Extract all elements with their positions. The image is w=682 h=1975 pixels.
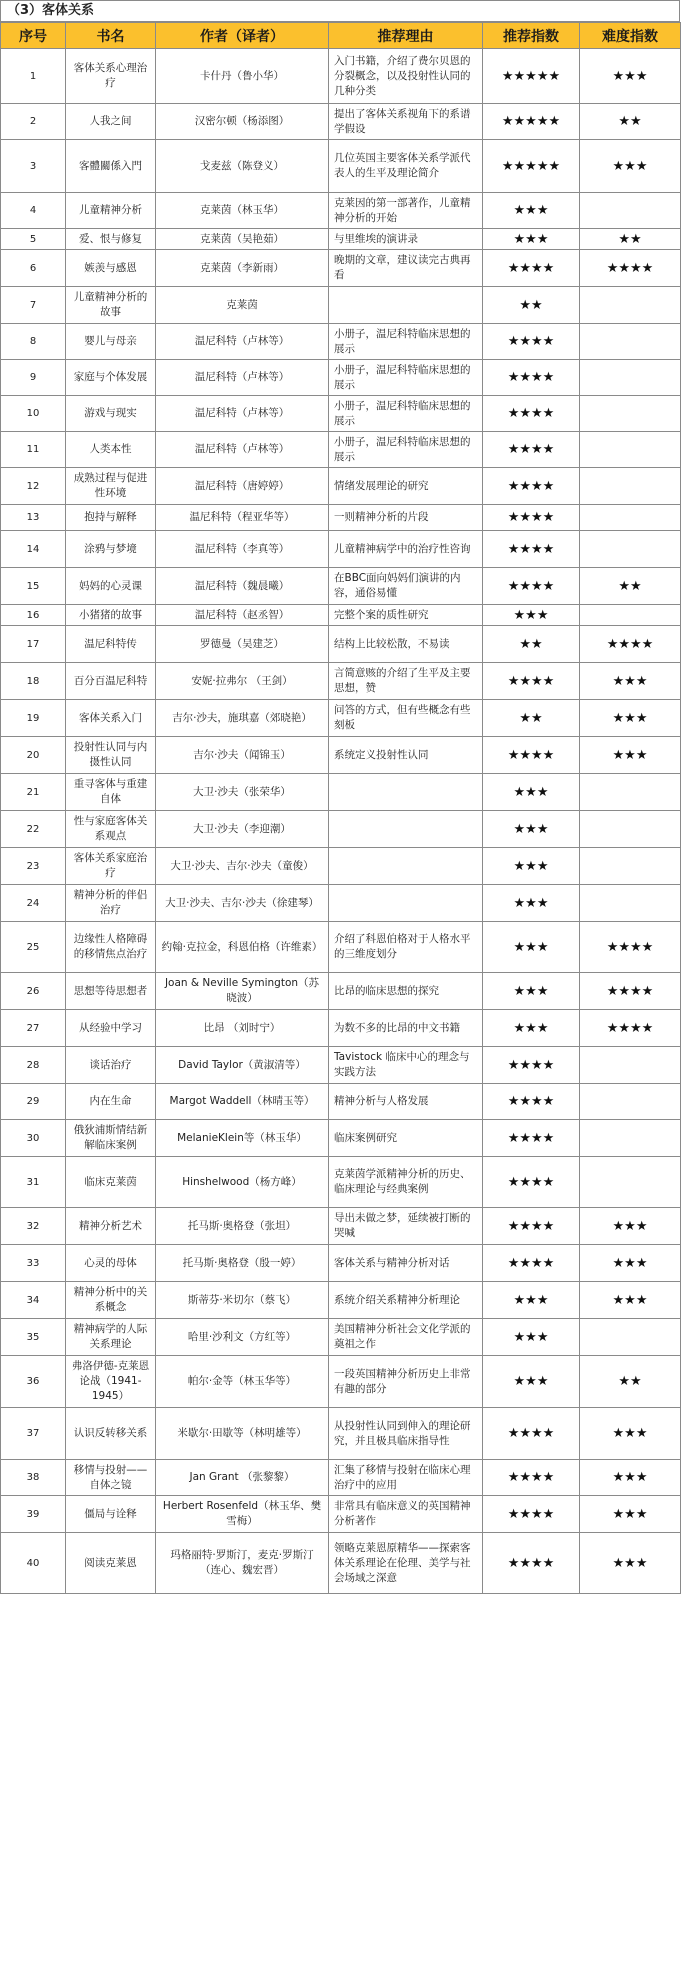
- cell-difficulty: [580, 1157, 681, 1208]
- cell-book: 阅读克莱恩: [66, 1533, 156, 1594]
- cell-book: 儿童精神分析: [66, 193, 156, 229]
- cell-index: 26: [1, 973, 66, 1010]
- cell-reason: 临床案例研究: [329, 1120, 483, 1157]
- table-row: [1, 663, 681, 700]
- table-row: [1, 104, 681, 140]
- cell-reason: [329, 885, 483, 922]
- cell-recommend: ★★★★: [483, 250, 580, 287]
- cell-author: 托马斯·奥格登（张坦）: [156, 1208, 329, 1245]
- cell-book: 从经验中学习: [66, 1010, 156, 1047]
- cell-difficulty: [580, 193, 681, 229]
- cell-recommend: ★★★★: [483, 1120, 580, 1157]
- table-row: [1, 432, 681, 468]
- cell-difficulty: ★★★: [580, 1282, 681, 1319]
- table-row: [1, 605, 681, 626]
- cell-book: 认识反转移关系: [66, 1408, 156, 1460]
- cell-reason: 导出未做之梦，延续被打断的哭喊: [329, 1208, 483, 1245]
- cell-author: 温尼科特（赵丞智）: [156, 605, 329, 626]
- cell-difficulty: [580, 1084, 681, 1120]
- cell-index: 2: [1, 104, 66, 140]
- cell-author: 玛格丽特·罗斯汀，麦克·罗斯汀（连心、魏宏晋）: [156, 1533, 329, 1594]
- cell-author: 大卫·沙夫（李迎潮）: [156, 811, 329, 848]
- cell-difficulty: [580, 287, 681, 324]
- table-row: [1, 140, 681, 193]
- table-row: [1, 531, 681, 568]
- cell-index: 36: [1, 1356, 66, 1408]
- cell-reason: 情绪发展理论的研究: [329, 468, 483, 505]
- cell-reason: 小册子，温尼科特临床思想的展示: [329, 360, 483, 396]
- table-row: [1, 505, 681, 531]
- table-row: [1, 1157, 681, 1208]
- cell-index: 15: [1, 568, 66, 605]
- cell-author: 吉尔·沙夫，施琪嘉（郊晓艳）: [156, 700, 329, 737]
- table-row: [1, 396, 681, 432]
- cell-recommend: ★★★: [483, 605, 580, 626]
- cell-reason: 一则精神分析的片段: [329, 505, 483, 531]
- cell-recommend: ★★★: [483, 229, 580, 250]
- cell-book: 嫉羡与感恩: [66, 250, 156, 287]
- cell-book: 精神分析艺术: [66, 1208, 156, 1245]
- cell-recommend: ★★★: [483, 922, 580, 973]
- cell-recommend: ★★★: [483, 848, 580, 885]
- cell-book: 移情与投射——自体之镜: [66, 1460, 156, 1496]
- cell-reason: 一段英国精神分析历史上非常有趣的部分: [329, 1356, 483, 1408]
- book-table: [0, 22, 681, 1594]
- table-row: [1, 1120, 681, 1157]
- cell-index: 17: [1, 626, 66, 663]
- cell-book: 小猪猪的故事: [66, 605, 156, 626]
- cell-author: 卡什丹（鲁小华）: [156, 49, 329, 104]
- cell-index: 32: [1, 1208, 66, 1245]
- table-row: [1, 287, 681, 324]
- cell-index: 19: [1, 700, 66, 737]
- cell-book: 人类本性: [66, 432, 156, 468]
- cell-book: 俄狄浦斯情结新解临床案例: [66, 1120, 156, 1157]
- cell-recommend: ★★★: [483, 1319, 580, 1356]
- table-row: [1, 922, 681, 973]
- cell-index: 22: [1, 811, 66, 848]
- header-difficulty: 难度指数: [580, 23, 681, 49]
- cell-reason: 系统定义投射性认同: [329, 737, 483, 774]
- cell-index: 14: [1, 531, 66, 568]
- cell-index: 37: [1, 1408, 66, 1460]
- cell-book: 性与家庭客体关系观点: [66, 811, 156, 848]
- cell-index: 21: [1, 774, 66, 811]
- cell-author: Herbert Rosenfeld（林玉华、樊雪梅）: [156, 1496, 329, 1533]
- cell-book: 客体关系家庭治疗: [66, 848, 156, 885]
- table-row: [1, 229, 681, 250]
- cell-author: 克莱茵（林玉华）: [156, 193, 329, 229]
- cell-author: David Taylor（黄淑清等）: [156, 1047, 329, 1084]
- cell-difficulty: ★★★: [580, 1408, 681, 1460]
- cell-reason: 非常具有临床意义的英国精神分析著作: [329, 1496, 483, 1533]
- cell-difficulty: ★★★: [580, 737, 681, 774]
- cell-reason: 从投射性认同到伸入的理论研究，并且极具临床指导性: [329, 1408, 483, 1460]
- cell-book: 涂鸦与梦境: [66, 531, 156, 568]
- cell-book: 精神病学的人际关系理论: [66, 1319, 156, 1356]
- table-body: [1, 49, 681, 1594]
- cell-index: 16: [1, 605, 66, 626]
- cell-book: 谈话治疗: [66, 1047, 156, 1084]
- cell-author: 大卫·沙夫（张荣华）: [156, 774, 329, 811]
- cell-reason: 汇集了移情与投射在临床心理治疗中的应用: [329, 1460, 483, 1496]
- table-row: [1, 626, 681, 663]
- cell-book: 温尼科特传: [66, 626, 156, 663]
- cell-book: 临床克莱茵: [66, 1157, 156, 1208]
- cell-recommend: ★★★: [483, 973, 580, 1010]
- cell-index: 1: [1, 49, 66, 104]
- cell-index: 12: [1, 468, 66, 505]
- cell-author: 安妮·拉弗尔 （王剑）: [156, 663, 329, 700]
- table-row: [1, 1208, 681, 1245]
- table-row: [1, 193, 681, 229]
- cell-author: 温尼科特（卢林等）: [156, 360, 329, 396]
- cell-author: Joan & Neville Symington（苏晓波）: [156, 973, 329, 1010]
- table-row: [1, 774, 681, 811]
- cell-recommend: ★★★★: [483, 432, 580, 468]
- cell-recommend: ★★★★: [483, 1496, 580, 1533]
- cell-book: 投射性认同与内摄性认同: [66, 737, 156, 774]
- cell-recommend: ★★★★: [483, 1157, 580, 1208]
- cell-index: 40: [1, 1533, 66, 1594]
- table-row: [1, 1084, 681, 1120]
- cell-author: 温尼科特（程亚华等）: [156, 505, 329, 531]
- cell-recommend: ★★★: [483, 885, 580, 922]
- cell-reason: 在BBC面向妈妈们演讲的内容，通俗易懂: [329, 568, 483, 605]
- cell-difficulty: [580, 1047, 681, 1084]
- cell-reason: 领略克莱恩原精华——探索客体关系理论在伦理、美学与社会场域之深意: [329, 1533, 483, 1594]
- cell-index: 29: [1, 1084, 66, 1120]
- cell-author: Jan Grant （张黎黎）: [156, 1460, 329, 1496]
- cell-difficulty: ★★: [580, 1356, 681, 1408]
- cell-reason: 几位英国主要客体关系学派代表人的生平及理论简介: [329, 140, 483, 193]
- cell-reason: [329, 811, 483, 848]
- cell-book: 精神分析的伴侣治疗: [66, 885, 156, 922]
- cell-book: 婴儿与母亲: [66, 324, 156, 360]
- cell-book: 思想等待思想者: [66, 973, 156, 1010]
- cell-author: 罗德曼（吴建芝）: [156, 626, 329, 663]
- cell-author: 克莱茵（吴艳茹）: [156, 229, 329, 250]
- cell-reason: 客体关系与精神分析对话: [329, 1245, 483, 1282]
- cell-recommend: ★★★★: [483, 1533, 580, 1594]
- cell-reason: 提出了客体关系视角下的系谱学假设: [329, 104, 483, 140]
- cell-difficulty: ★★★: [580, 700, 681, 737]
- cell-difficulty: ★★★: [580, 1496, 681, 1533]
- table-row: [1, 700, 681, 737]
- cell-difficulty: ★★★: [580, 663, 681, 700]
- table-row: [1, 811, 681, 848]
- table-row: [1, 468, 681, 505]
- cell-reason: [329, 848, 483, 885]
- cell-book: 爱、恨与修复: [66, 229, 156, 250]
- cell-index: 11: [1, 432, 66, 468]
- cell-author: 米歇尔·田歇等（林明雄等）: [156, 1408, 329, 1460]
- cell-index: 3: [1, 140, 66, 193]
- cell-difficulty: [580, 432, 681, 468]
- cell-recommend: ★★: [483, 626, 580, 663]
- cell-book: 家庭与个体发展: [66, 360, 156, 396]
- cell-book: 游戏与现实: [66, 396, 156, 432]
- cell-book: 内在生命: [66, 1084, 156, 1120]
- cell-index: 25: [1, 922, 66, 973]
- cell-recommend: ★★★★: [483, 663, 580, 700]
- cell-index: 38: [1, 1460, 66, 1496]
- cell-recommend: ★★★: [483, 193, 580, 229]
- table-row: [1, 1245, 681, 1282]
- cell-author: 汉密尔顿（杨添图）: [156, 104, 329, 140]
- cell-reason: 晚期的文章，建议读完古典再看: [329, 250, 483, 287]
- cell-author: 温尼科特（卢林等）: [156, 432, 329, 468]
- cell-author: 克莱茵: [156, 287, 329, 324]
- cell-reason: 言简意赅的介绍了生平及主要思想，赞: [329, 663, 483, 700]
- cell-index: 10: [1, 396, 66, 432]
- cell-difficulty: [580, 885, 681, 922]
- cell-difficulty: [580, 848, 681, 885]
- cell-recommend: ★★★★: [483, 360, 580, 396]
- cell-reason: 美国精神分析社会文化学派的奠祖之作: [329, 1319, 483, 1356]
- cell-difficulty: ★★: [580, 229, 681, 250]
- cell-difficulty: [580, 811, 681, 848]
- cell-recommend: ★★: [483, 287, 580, 324]
- cell-book: 精神分析中的关系概念: [66, 1282, 156, 1319]
- cell-reason: 问答的方式，但有些概念有些刻板: [329, 700, 483, 737]
- cell-difficulty: ★★: [580, 568, 681, 605]
- cell-difficulty: [580, 324, 681, 360]
- cell-recommend: ★★: [483, 700, 580, 737]
- cell-index: 4: [1, 193, 66, 229]
- cell-book: 抱持与解释: [66, 505, 156, 531]
- table-header-row: [1, 23, 681, 49]
- cell-author: 温尼科特（魏晨曦）: [156, 568, 329, 605]
- cell-recommend: ★★★★★: [483, 49, 580, 104]
- table-row: [1, 973, 681, 1010]
- table-row: [1, 737, 681, 774]
- cell-author: 温尼科特（卢林等）: [156, 324, 329, 360]
- cell-index: 30: [1, 1120, 66, 1157]
- header-author: 作者（译者）: [156, 23, 329, 49]
- cell-book: 心灵的母体: [66, 1245, 156, 1282]
- cell-recommend: ★★★★: [483, 737, 580, 774]
- cell-book: 客体关系入门: [66, 700, 156, 737]
- cell-index: 6: [1, 250, 66, 287]
- cell-recommend: ★★★★: [483, 531, 580, 568]
- cell-index: 39: [1, 1496, 66, 1533]
- cell-author: 大卫·沙夫、吉尔·沙夫（徐建琴）: [156, 885, 329, 922]
- cell-book: 客体关系心理治疗: [66, 49, 156, 104]
- cell-difficulty: ★★★: [580, 1460, 681, 1496]
- cell-book: 人我之间: [66, 104, 156, 140]
- cell-author: 哈里·沙利文（方红等）: [156, 1319, 329, 1356]
- cell-recommend: ★★★★: [483, 1208, 580, 1245]
- cell-reason: 小册子，温尼科特临床思想的展示: [329, 432, 483, 468]
- cell-reason: 为数不多的比昂的中文书籍: [329, 1010, 483, 1047]
- cell-difficulty: [580, 774, 681, 811]
- table-row: [1, 1047, 681, 1084]
- cell-reason: 与里维埃的演讲录: [329, 229, 483, 250]
- cell-book: 弗洛伊德-克莱恩论战（1941-1945）: [66, 1356, 156, 1408]
- cell-recommend: ★★★: [483, 1356, 580, 1408]
- cell-recommend: ★★★: [483, 1010, 580, 1047]
- header-book: 书名: [66, 23, 156, 49]
- cell-reason: 入门书籍，介绍了费尔贝恩的分裂概念，以及投射性认同的几种分类: [329, 49, 483, 104]
- cell-index: 9: [1, 360, 66, 396]
- cell-index: 7: [1, 287, 66, 324]
- cell-index: 34: [1, 1282, 66, 1319]
- cell-reason: [329, 287, 483, 324]
- cell-reason: 克莱茵学派精神分析的历史、临床理论与经典案例: [329, 1157, 483, 1208]
- header-reason: 推荐理由: [329, 23, 483, 49]
- cell-difficulty: ★★★★: [580, 250, 681, 287]
- cell-index: 5: [1, 229, 66, 250]
- cell-reason: Tavistock 临床中心的理念与实践方法: [329, 1047, 483, 1084]
- cell-difficulty: ★★★: [580, 140, 681, 193]
- cell-index: 28: [1, 1047, 66, 1084]
- table-row: [1, 1319, 681, 1356]
- cell-difficulty: ★★★: [580, 1245, 681, 1282]
- cell-index: 35: [1, 1319, 66, 1356]
- cell-index: 33: [1, 1245, 66, 1282]
- cell-reason: [329, 774, 483, 811]
- cell-recommend: ★★★★: [483, 1084, 580, 1120]
- cell-recommend: ★★★★: [483, 1245, 580, 1282]
- cell-reason: 完整个案的质性研究: [329, 605, 483, 626]
- table-row: [1, 1460, 681, 1496]
- cell-difficulty: ★★★★: [580, 922, 681, 973]
- cell-author: 帕尔·金等（林玉华等）: [156, 1356, 329, 1408]
- cell-book: 僵局与诠释: [66, 1496, 156, 1533]
- section-title: （3）客体关系: [0, 0, 680, 22]
- table-row: [1, 360, 681, 396]
- cell-reason: 克莱因的第一部著作，儿童精神分析的开始: [329, 193, 483, 229]
- cell-reason: 结构上比较松散，不易读: [329, 626, 483, 663]
- cell-difficulty: ★★★★: [580, 973, 681, 1010]
- cell-reason: 介绍了科恩伯格对于人格水平的三维度划分: [329, 922, 483, 973]
- table-row: [1, 1533, 681, 1594]
- cell-difficulty: [580, 360, 681, 396]
- header-index: 序号: [1, 23, 66, 49]
- cell-difficulty: [580, 505, 681, 531]
- cell-difficulty: [580, 1120, 681, 1157]
- header-recommend: 推荐指数: [483, 23, 580, 49]
- table-row: [1, 324, 681, 360]
- cell-reason: 儿童精神病学中的治疗性咨询: [329, 531, 483, 568]
- cell-index: 23: [1, 848, 66, 885]
- cell-difficulty: ★★★★: [580, 626, 681, 663]
- cell-author: 托马斯·奥格登（殷一婷）: [156, 1245, 329, 1282]
- cell-difficulty: ★★: [580, 104, 681, 140]
- cell-author: 吉尔·沙夫（闻锦玉）: [156, 737, 329, 774]
- cell-author: 斯蒂芬·米切尔（蔡飞）: [156, 1282, 329, 1319]
- cell-recommend: ★★★: [483, 774, 580, 811]
- table-row: [1, 1496, 681, 1533]
- cell-recommend: ★★★★: [483, 396, 580, 432]
- cell-book: 客體關係入門: [66, 140, 156, 193]
- cell-difficulty: [580, 396, 681, 432]
- table-row: [1, 848, 681, 885]
- cell-reason: 精神分析与人格发展: [329, 1084, 483, 1120]
- cell-difficulty: ★★★★: [580, 1010, 681, 1047]
- cell-recommend: ★★★: [483, 811, 580, 848]
- cell-author: Margot Waddell（林晴玉等）: [156, 1084, 329, 1120]
- cell-author: 克莱茵（李新雨）: [156, 250, 329, 287]
- cell-book: 成熟过程与促进性环境: [66, 468, 156, 505]
- cell-author: 温尼科特（唐婷婷）: [156, 468, 329, 505]
- cell-book: 边缘性人格障碍的移情焦点治疗: [66, 922, 156, 973]
- cell-index: 20: [1, 737, 66, 774]
- cell-author: 戈麦兹（陈登义）: [156, 140, 329, 193]
- cell-book: 儿童精神分析的故事: [66, 287, 156, 324]
- cell-index: 24: [1, 885, 66, 922]
- cell-difficulty: [580, 531, 681, 568]
- cell-author: 大卫·沙夫、吉尔·沙夫（童俊）: [156, 848, 329, 885]
- cell-recommend: ★★★★: [483, 505, 580, 531]
- cell-book: 妈妈的心灵课: [66, 568, 156, 605]
- cell-author: 温尼科特（卢林等）: [156, 396, 329, 432]
- cell-difficulty: [580, 1319, 681, 1356]
- cell-index: 13: [1, 505, 66, 531]
- table-row: [1, 250, 681, 287]
- cell-index: 27: [1, 1010, 66, 1047]
- cell-reason: 小册子，温尼科特临床思想的展示: [329, 324, 483, 360]
- cell-recommend: ★★★★: [483, 468, 580, 505]
- cell-index: 8: [1, 324, 66, 360]
- cell-reason: 小册子，温尼科特临床思想的展示: [329, 396, 483, 432]
- cell-author: 温尼科特（李真等）: [156, 531, 329, 568]
- table-row: [1, 1010, 681, 1047]
- cell-author: 比昂 （刘时宁）: [156, 1010, 329, 1047]
- table-row: [1, 568, 681, 605]
- cell-author: Hinshelwood（杨方峰）: [156, 1157, 329, 1208]
- cell-difficulty: ★★★: [580, 49, 681, 104]
- table-row: [1, 1408, 681, 1460]
- cell-index: 18: [1, 663, 66, 700]
- cell-recommend: ★★★★: [483, 1460, 580, 1496]
- cell-recommend: ★★★★: [483, 1408, 580, 1460]
- cell-author: 约翰·克拉金，科恩伯格（许维素）: [156, 922, 329, 973]
- cell-book: 重寻客体与重建自体: [66, 774, 156, 811]
- table-row: [1, 1282, 681, 1319]
- cell-reason: 系统介绍关系精神分析理论: [329, 1282, 483, 1319]
- table-row: [1, 1356, 681, 1408]
- cell-difficulty: [580, 468, 681, 505]
- cell-recommend: ★★★★: [483, 1047, 580, 1084]
- table-row: [1, 49, 681, 104]
- cell-book: 百分百温尼科特: [66, 663, 156, 700]
- cell-author: MelanieKlein等（林玉华）: [156, 1120, 329, 1157]
- cell-recommend: ★★★★: [483, 568, 580, 605]
- cell-reason: 比昂的临床思想的探究: [329, 973, 483, 1010]
- cell-recommend: ★★★: [483, 1282, 580, 1319]
- cell-recommend: ★★★★: [483, 324, 580, 360]
- cell-index: 31: [1, 1157, 66, 1208]
- cell-difficulty: ★★★: [580, 1533, 681, 1594]
- cell-difficulty: [580, 605, 681, 626]
- cell-recommend: ★★★★★: [483, 140, 580, 193]
- table-row: [1, 885, 681, 922]
- cell-difficulty: ★★★: [580, 1208, 681, 1245]
- cell-recommend: ★★★★★: [483, 104, 580, 140]
